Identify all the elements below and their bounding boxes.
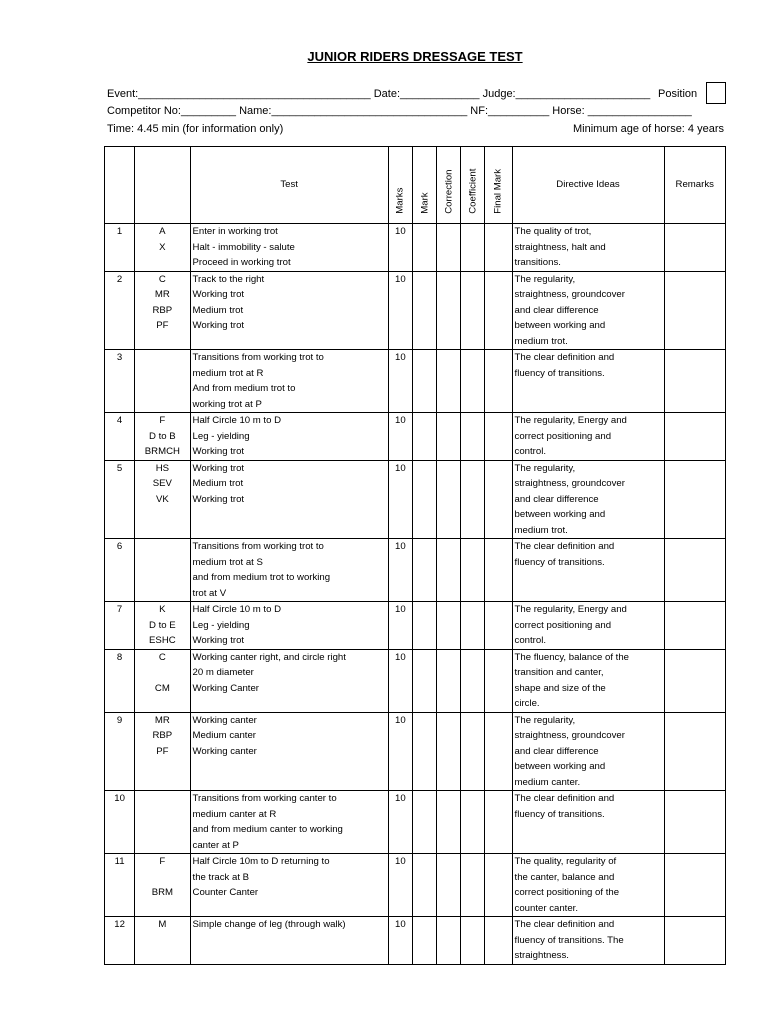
movement-number: 10 (105, 791, 135, 854)
final-mark-cell[interactable] (485, 224, 512, 272)
max-marks: 10 (388, 854, 412, 917)
remarks-cell[interactable] (664, 791, 726, 854)
max-marks: 10 (388, 271, 412, 350)
directive-ideas: The regularity, Energy and correct positioning and control. (512, 602, 664, 650)
correction-cell[interactable] (437, 271, 461, 350)
table-header-row (105, 147, 726, 224)
dressage-test-table (104, 146, 726, 965)
final-mark-cell[interactable] (485, 602, 512, 650)
test-movement: Track to the right Working trot Medium trot Working trot (190, 271, 388, 350)
test-movement: Working canter Medium canter Working canter (190, 712, 388, 791)
test-movement: Working canter right, and circle right 20 m diameter Working Canter (190, 649, 388, 712)
coefficient-cell[interactable] (461, 602, 485, 650)
correction-cell[interactable] (437, 791, 461, 854)
mark-cell[interactable] (412, 413, 436, 461)
movement-number: 4 (105, 413, 135, 461)
arena-markers: F BRM (135, 854, 190, 917)
coefficient-cell[interactable] (461, 649, 485, 712)
arena-markers (135, 791, 190, 854)
mark-cell[interactable] (412, 712, 436, 791)
directive-ideas: The regularity, straightness, groundcover and clear difference between working and medium canter. (512, 712, 664, 791)
header-test: Test (190, 147, 388, 224)
remarks-cell[interactable] (664, 712, 726, 791)
table-row (105, 271, 726, 350)
header-directive-ideas: Directive Ideas (512, 147, 664, 224)
max-marks: 10 (388, 602, 412, 650)
table-row (105, 791, 726, 854)
directive-ideas: The clear definition and fluency of transitions. (512, 791, 664, 854)
header-final-mark: Final Mark (485, 147, 512, 224)
mark-cell[interactable] (412, 917, 436, 965)
final-mark-cell[interactable] (485, 854, 512, 917)
movement-number: 8 (105, 649, 135, 712)
header-marks: Marks (388, 147, 412, 224)
coefficient-cell[interactable] (461, 539, 485, 602)
mark-cell[interactable] (412, 271, 436, 350)
header-coefficient: Coefficient (461, 147, 485, 224)
directive-ideas: The clear definition and fluency of transitions. The straightness. (512, 917, 664, 965)
coefficient-cell[interactable] (461, 712, 485, 791)
coefficient-cell[interactable] (461, 854, 485, 917)
movement-number: 1 (105, 224, 135, 272)
header-marker (135, 147, 190, 224)
correction-cell[interactable] (437, 224, 461, 272)
movement-number: 9 (105, 712, 135, 791)
max-marks: 10 (388, 539, 412, 602)
remarks-cell[interactable] (664, 350, 726, 413)
correction-cell[interactable] (437, 712, 461, 791)
arena-markers: MR RBP PF (135, 712, 190, 791)
mark-cell[interactable] (412, 539, 436, 602)
min-age-note: Minimum age of horse: 4 years (572, 123, 724, 135)
arena-markers: A X (135, 224, 190, 272)
final-mark-cell[interactable] (485, 712, 512, 791)
header-remarks: Remarks (664, 147, 726, 224)
movement-number: 3 (105, 350, 135, 413)
directive-ideas: The regularity, straightness, groundcover and clear difference between working and medium trot. (512, 271, 664, 350)
time-note: Time: 4.45 min (for information only) (107, 123, 284, 135)
final-mark-cell[interactable] (485, 917, 512, 965)
correction-cell[interactable] (437, 350, 461, 413)
remarks-cell[interactable] (664, 271, 726, 350)
table-row (105, 649, 726, 712)
arena-markers (135, 539, 190, 602)
final-mark-cell[interactable] (485, 539, 512, 602)
table-row (105, 712, 726, 791)
correction-cell[interactable] (437, 854, 461, 917)
remarks-cell[interactable] (664, 602, 726, 650)
test-movement: Half Circle 10m to D returning to the track at B Counter Canter (190, 854, 388, 917)
test-movement: Transitions from working trot to medium trot at S and from medium trot to working trot at V (190, 539, 388, 602)
header-correction: Correction (437, 147, 461, 224)
test-movement: Half Circle 10 m to D Leg - yielding Working trot (190, 413, 388, 461)
arena-markers: F D to B BRMCH (135, 413, 190, 461)
test-movement: Transitions from working canter to medium canter at R and from medium canter to working canter at P (190, 791, 388, 854)
remarks-cell[interactable] (664, 460, 726, 539)
arena-markers: C CM (135, 649, 190, 712)
max-marks: 10 (388, 917, 412, 965)
test-movement: Half Circle 10 m to D Leg - yielding Working trot (190, 602, 388, 650)
coefficient-cell[interactable] (461, 791, 485, 854)
remarks-cell[interactable] (664, 854, 726, 917)
coefficient-cell[interactable] (461, 350, 485, 413)
max-marks: 10 (388, 712, 412, 791)
mark-cell[interactable] (412, 649, 436, 712)
coefficient-cell[interactable] (461, 460, 485, 539)
table-row (105, 602, 726, 650)
competitor-line: Competitor No:_________ Name:________________________________ NF:__________ Horse: _________________ (107, 105, 692, 117)
position-box[interactable] (706, 82, 726, 104)
correction-cell[interactable] (437, 413, 461, 461)
remarks-cell[interactable] (664, 917, 726, 965)
directive-ideas: The regularity, Energy and correct positioning and control. (512, 413, 664, 461)
correction-cell[interactable] (437, 460, 461, 539)
movement-number: 5 (105, 460, 135, 539)
movement-number: 6 (105, 539, 135, 602)
test-movement: Simple change of leg (through walk) (190, 917, 388, 965)
arena-markers: C MR RBP PF (135, 271, 190, 350)
max-marks: 10 (388, 224, 412, 272)
position-label: Position (658, 88, 698, 100)
remarks-cell[interactable] (664, 649, 726, 712)
directive-ideas: The clear definition and fluency of transitions. (512, 539, 664, 602)
correction-cell[interactable] (437, 649, 461, 712)
max-marks: 10 (388, 350, 412, 413)
event-date-judge-line: Event:______________________________________ Date:_____________ Judge:______________________ (107, 88, 651, 100)
mark-cell[interactable] (412, 854, 436, 917)
header-number (105, 147, 135, 224)
directive-ideas: The quality, regularity of the canter, balance and correct positioning of the counter canter. (512, 854, 664, 917)
arena-markers: HS SEV VK (135, 460, 190, 539)
table-row (105, 350, 726, 413)
max-marks: 10 (388, 413, 412, 461)
table-row (105, 460, 726, 539)
movement-number: 2 (105, 271, 135, 350)
correction-cell[interactable] (437, 539, 461, 602)
movement-number: 11 (105, 854, 135, 917)
final-mark-cell[interactable] (485, 350, 512, 413)
directive-ideas: The clear definition and fluency of transitions. (512, 350, 664, 413)
table-row (105, 917, 726, 965)
mark-cell[interactable] (412, 224, 436, 272)
mark-cell[interactable] (412, 602, 436, 650)
final-mark-cell[interactable] (485, 413, 512, 461)
max-marks: 10 (388, 791, 412, 854)
mark-cell[interactable] (412, 460, 436, 539)
correction-cell[interactable] (437, 602, 461, 650)
test-movement: Working trot Medium trot Working trot (190, 460, 388, 539)
coefficient-cell[interactable] (461, 271, 485, 350)
mark-cell[interactable] (412, 791, 436, 854)
table-row (105, 854, 726, 917)
max-marks: 10 (388, 649, 412, 712)
max-marks: 10 (388, 460, 412, 539)
directive-ideas: The quality of trot, straightness, halt and transitions. (512, 224, 664, 272)
table-row (105, 413, 726, 461)
arena-markers: K D to E ESHC (135, 602, 190, 650)
arena-markers (135, 350, 190, 413)
movement-number: 12 (105, 917, 135, 965)
correction-cell[interactable] (437, 917, 461, 965)
table-row (105, 539, 726, 602)
coefficient-cell[interactable] (461, 917, 485, 965)
page-title: JUNIOR RIDERS DRESSAGE TEST (307, 49, 523, 64)
directive-ideas: The regularity, straightness, groundcover and clear difference between working and medium trot. (512, 460, 664, 539)
final-mark-cell[interactable] (485, 271, 512, 350)
table-row (105, 224, 726, 272)
final-mark-cell[interactable] (485, 791, 512, 854)
mark-cell[interactable] (412, 350, 436, 413)
header-mark: Mark (412, 147, 436, 224)
remarks-cell[interactable] (664, 413, 726, 461)
coefficient-cell[interactable] (461, 413, 485, 461)
final-mark-cell[interactable] (485, 649, 512, 712)
test-movement: Transitions from working trot to medium trot at R And from medium trot to working trot at P (190, 350, 388, 413)
final-mark-cell[interactable] (485, 460, 512, 539)
remarks-cell[interactable] (664, 539, 726, 602)
movement-number: 7 (105, 602, 135, 650)
remarks-cell[interactable] (664, 224, 726, 272)
arena-markers: M (135, 917, 190, 965)
directive-ideas: The fluency, balance of the transition and canter, shape and size of the circle. (512, 649, 664, 712)
coefficient-cell[interactable] (461, 224, 485, 272)
test-movement: Enter in working trot Halt - immobility - salute Proceed in working trot (190, 224, 388, 272)
